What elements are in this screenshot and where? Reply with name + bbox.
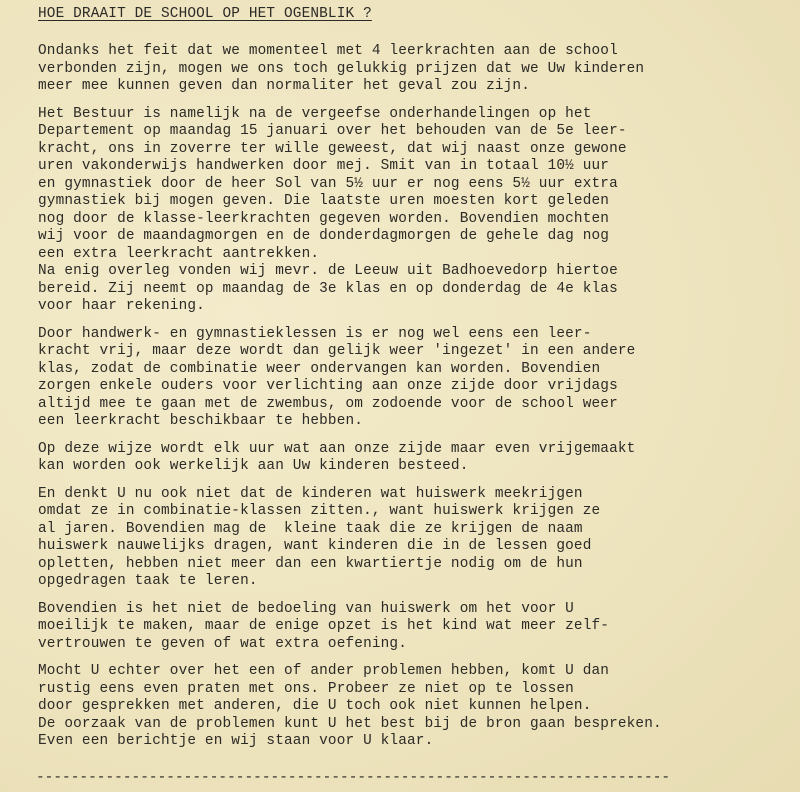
text-line: verbonden zijn, mogen we ons toch gelukkig prijzen dat we Uw kinderen — [38, 60, 645, 77]
text-line: opgedragen taak te leren. — [38, 573, 258, 589]
text-line: omdat ze in combinatie-klassen zitten., want huiswerk krijgen ze — [38, 503, 601, 519]
text-line: Op deze wijze wordt elk uur wat aan onze zijde maar even vrijgemaakt — [38, 440, 636, 457]
text-line: meer mee kunnen geven dan normaliter het geval zou zijn. — [38, 78, 531, 94]
text-line: altijd mee te gaan met de zwembus, om zodoende voor de school weer — [38, 395, 618, 412]
text-line: Het Bestuur is namelijk na de vergeefse onderhandelingen op het — [38, 105, 592, 122]
text-line: vertrouwen te geven of wat extra oefening. — [38, 635, 408, 652]
text-line: kracht vrij, maar deze wordt dan gelijk weer 'ingezet' in een andere — [38, 343, 636, 359]
paragraph — [38, 441, 780, 476]
text-line: Bovendien is het niet de bedoeling van huiswerk om het voor U — [38, 600, 574, 617]
text-line: Even een berichtje en wij staan voor U klaar. — [38, 733, 434, 749]
separator-line: ------------------------------------------------------------------------- — [36, 770, 671, 786]
text-line: Ondanks het feit dat we momenteel met 4 leerkrachten aan de school — [38, 43, 618, 59]
text-line: zorgen enkele ouders voor verlichting aan onze zijde door vrijdags — [38, 378, 618, 394]
text-line: en gymnastiek door de heer Sol van 5½ uur er nog eens 5½ uur extra — [38, 175, 618, 192]
text-line: Mocht U echter over het een of ander problemen hebben, komt U dan — [38, 663, 610, 679]
document-body — [38, 43, 780, 751]
paragraph — [38, 326, 780, 431]
text-line: uren vakonderwijs handwerken door mej. Smit van in totaal 10½ uur — [38, 158, 610, 174]
text-line: rustig eens even praten met ons. Probeer ze niet op te lossen — [38, 680, 574, 697]
text-line: nog door de klasse-leerkrachten gegeven worden. Bovendien mochten — [38, 210, 610, 227]
paragraph — [38, 663, 780, 751]
text-line: wij voor de maandagmorgen en de donderdagmorgen de gehele dag nog — [38, 228, 610, 244]
text-line: opletten, hebben niet meer dan een kwartiertje nodig om de hun — [38, 555, 583, 572]
text-line: voor haar rekening. — [38, 298, 205, 314]
text-line: Door handwerk- en gymnastieklessen is er nog wel eens een leer- — [38, 325, 592, 342]
paragraph — [38, 486, 780, 591]
text-line: moeilijk te maken, maar de enige opzet is het kind wat meer zelf- — [38, 618, 610, 634]
text-line: een leerkracht beschikbaar te hebben. — [38, 413, 364, 429]
text-line: Departement op maandag 15 januari over het behouden van de 5e leer- — [38, 123, 627, 139]
document-title: HOE DRAAIT DE SCHOOL OP HET OGENBLIK ? — [38, 6, 372, 22]
text-line: Na enig overleg vonden wij mevr. de Leeuw uit Badhoevedorp hiertoe — [38, 263, 618, 279]
text-line: kracht, ons in zoverre ter wille geweest, dat wij naast onze gewone — [38, 140, 627, 157]
text-line: klas, zodat de combinatie weer ondervangen kan worden. Bovendien — [38, 360, 601, 377]
text-line: bereid. Zij neemt op maandag de 3e klas en op donderdag de 4e klas — [38, 280, 618, 297]
text-line: En denkt U nu ook niet dat de kinderen wat huiswerk meekrijgen — [38, 485, 583, 502]
text-line: een extra leerkracht aantrekken. — [38, 245, 320, 262]
paragraph — [38, 601, 780, 654]
paragraph — [38, 43, 780, 96]
text-line: De oorzaak van de problemen kunt U het best bij de bron gaan bespreken. — [38, 715, 662, 732]
text-line: gymnastiek bij mogen geven. Die laatste uren moesten kort geleden — [38, 193, 610, 209]
text-line: kan worden ook werkelijk aan Uw kinderen besteed. — [38, 458, 469, 474]
text-line: door gesprekken met anderen, die U toch ook niet kunnen helpen. — [38, 698, 592, 714]
paragraph — [38, 106, 780, 316]
text-line: al jaren. Bovendien mag de kleine taak die ze krijgen de naam — [38, 520, 583, 537]
text-line: huiswerk nauwelijks dragen, want kinderen die in de lessen goed — [38, 538, 592, 554]
